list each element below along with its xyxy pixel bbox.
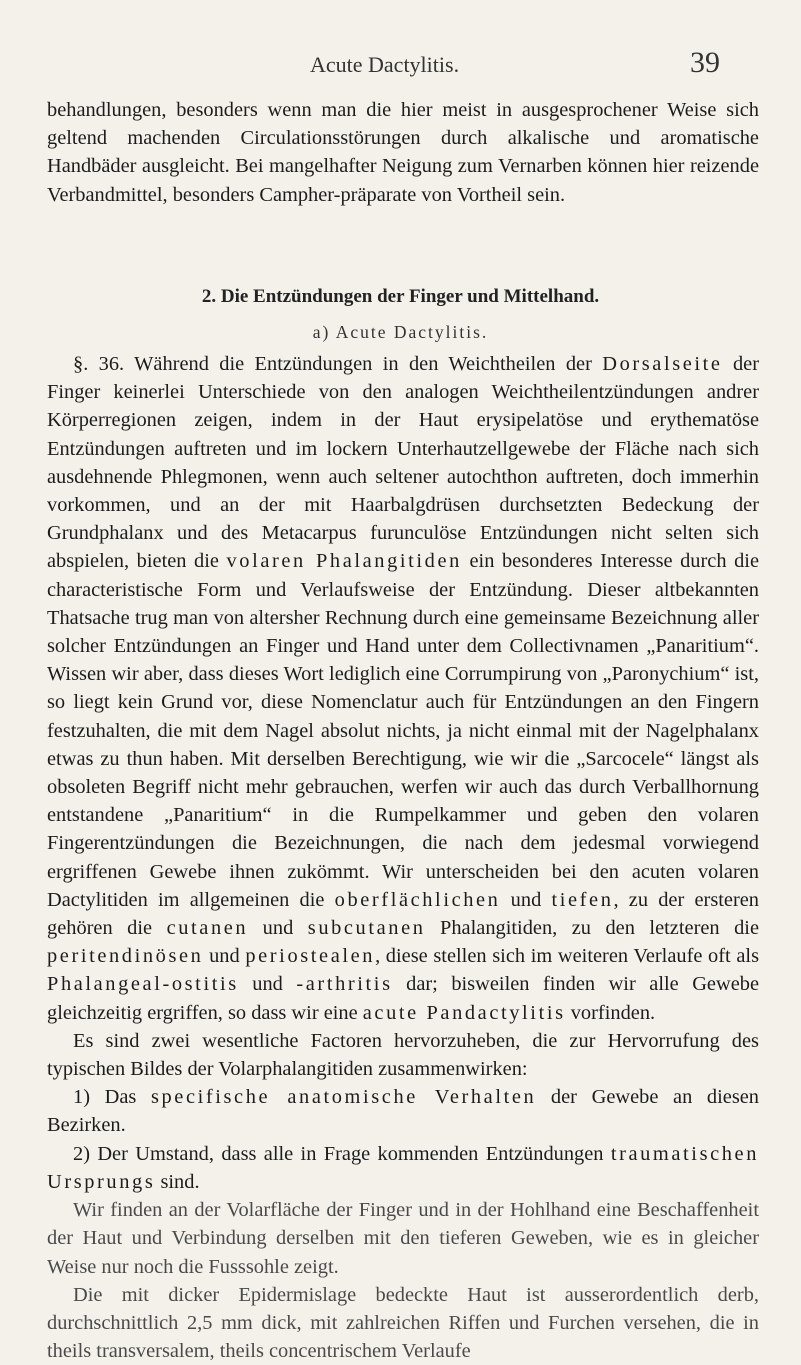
text-run: und — [238, 973, 297, 996]
text-run: dar; bisweilen finden wir alle Gewebe gleichzeitig ergriffen, so dass wir eine — [47, 973, 760, 1024]
emphasis-specifische-anatomische-verhalten: specifische anatomische Verhalten — [150, 1086, 537, 1109]
section-heading: 2. Die Entzündungen der Finger und Mittelhand. — [201, 286, 600, 307]
factors-lead: Es sind zwei wesentliche Factoren hervorzuheben, die zur Hervorrufung des typischen Bildes der Volarphalangitiden zusammenwirken: — [47, 1029, 759, 1081]
subsection-heading: a) Acute Dactylitis. — [312, 322, 489, 342]
paragraph-36 — [47, 350, 759, 1027]
text-run: Phalangitiden, zu den letzteren die — [425, 917, 760, 940]
emphasis-dorsalseite: Dorsalseite — [602, 353, 723, 375]
body-text — [47, 350, 759, 1365]
text-run: und — [248, 917, 308, 940]
emphasis-peritendinoesen: peritendinösen — [47, 945, 204, 968]
emphasis-traumatischen-ursprungs: traumatischen Ursprungs — [47, 1142, 759, 1193]
emphasis-phalangeal-ostitis: Phalangeal-ostitis — [47, 973, 239, 996]
text-run: , diese stellen sich im weiteren Verlaufe oft als — [375, 945, 760, 968]
closing-paragraph-2: Die mit dicker Epidermislage bedeckte Haut ist ausserordentlich derb, durchschnittlich 2,5 mm dick, mit zahlreichen Riffen und Furchen versehen, die in theils transversalem, theils concentrischem Verlaufe — [47, 1283, 759, 1363]
emphasis-oberflaechlichen: oberflächlichen — [334, 888, 501, 911]
text-run: ein besonderes Interesse durch die characteristische Form und Verlaufsweise der Entzündung. Dieser altbekannten Thatsache trug man von altersher Rechnung durch eine gemeinsame Bezeichnung aller solcher Entzündungen an Finger und Hand unter dem Collectivnamen „Panaritium“. Wissen wir aber, dass dieses Wort lediglich eine Corrumpirung von „Paronychium“ ist, so liegt kein Grund vor, diese Nomenclatur auch für Entzündungen an den Fingern festzuhalten, die mit dem Nagel absolut nichts, ja nicht einmal mit der Nagelphalanx etwas zu thun haben. Mit derselben Berechtigung, wie wir die „Sarcocele“ längst als obsoleten Begriff nicht mehr gebrauchen, werfen wir auch das durch Verballhornung entstandene „Panaritium“ in die Rumpelkammer und geben den volaren Fingerentzündungen die Bezeichnungen, die nach dem jedesmal vorwiegend ergriffenen Gewebe ihnen zukömmt. Wir unterscheiden bei den acuten volaren Dactylitiden im allgemeinen die — [47, 550, 760, 911]
text-run: und — [203, 945, 246, 968]
text-run: vorfinden. — [565, 1001, 656, 1024]
emphasis-arthritis: -arthritis — [296, 973, 393, 996]
intro-paragraph: behandlungen, besonders wenn man die hier meist in ausgesprochener Weise sich geltend machenden Circulationsstörungen durch alkalische und aromatische Handbäder ausgleicht. Bei mangelhafter Neigung zum Vernarben können hier reizende Verbandmittel, besonders Campher-präparate von Vortheil sein. — [47, 99, 759, 206]
text-run: der Finger keinerlei Unterschiede von den analogen Weichtheilentzündungen andrer Körperregionen zeigen, indem in der Haut erysipelatöse und erythematöse Entzündungen auftreten und im lockern Unterhautzellgewebe der Fläche nach sich ausdehnende Phlegmonen, wenn auch seltener autochthon auftreten, doch immerhin vorkommen, und an der mit Haarbalgdrüsen durchsetzten Bedeckung der Grundphalanx und des Metacarpus furunculöse Entzündungen nicht selten sich abspielen, bieten die — [47, 353, 759, 573]
closing-paragraph-1: Wir finden an der Volarfläche der Finger und in der Hohlhand eine Beschaffenheit der Haut und Verbindung derselben mit den tieferen Geweben, wie es in gleicher Weise nur noch die Fusssohle zeigt. — [47, 1199, 759, 1278]
emphasis-acute-pandactylitis: acute Pandactylitis — [362, 1001, 566, 1024]
emphasis-tiefen: tiefen — [551, 888, 614, 911]
text-run: der Gewebe an diesen Bezirken. — [47, 1086, 759, 1137]
factor-item-2 — [47, 1140, 759, 1196]
emphasis-cutanen: cutanen — [166, 917, 249, 940]
page-number: 39 — [690, 46, 720, 79]
text-run: , zu der ersteren gehören die — [47, 888, 760, 940]
text-run: §. 36. Während die Entzündungen in den Weichtheilen der — [73, 353, 603, 375]
text-run: und — [500, 888, 552, 911]
intro-text — [47, 96, 759, 209]
emphasis-periostealen: periostealen — [245, 945, 376, 968]
factor-item-1 — [47, 1083, 759, 1139]
text-run: 2) Der Umstand, dass alle in Frage kommenden Entzündungen — [73, 1142, 611, 1165]
emphasis-volaren-phalangitiden: volaren Phalangitiden — [226, 550, 462, 573]
text-run: 1) Das — [73, 1086, 151, 1109]
text-run: sind. — [155, 1170, 200, 1193]
running-head-title: Acute Dactylitis. — [310, 52, 460, 77]
emphasis-subcutanen: subcutanen — [307, 917, 426, 940]
